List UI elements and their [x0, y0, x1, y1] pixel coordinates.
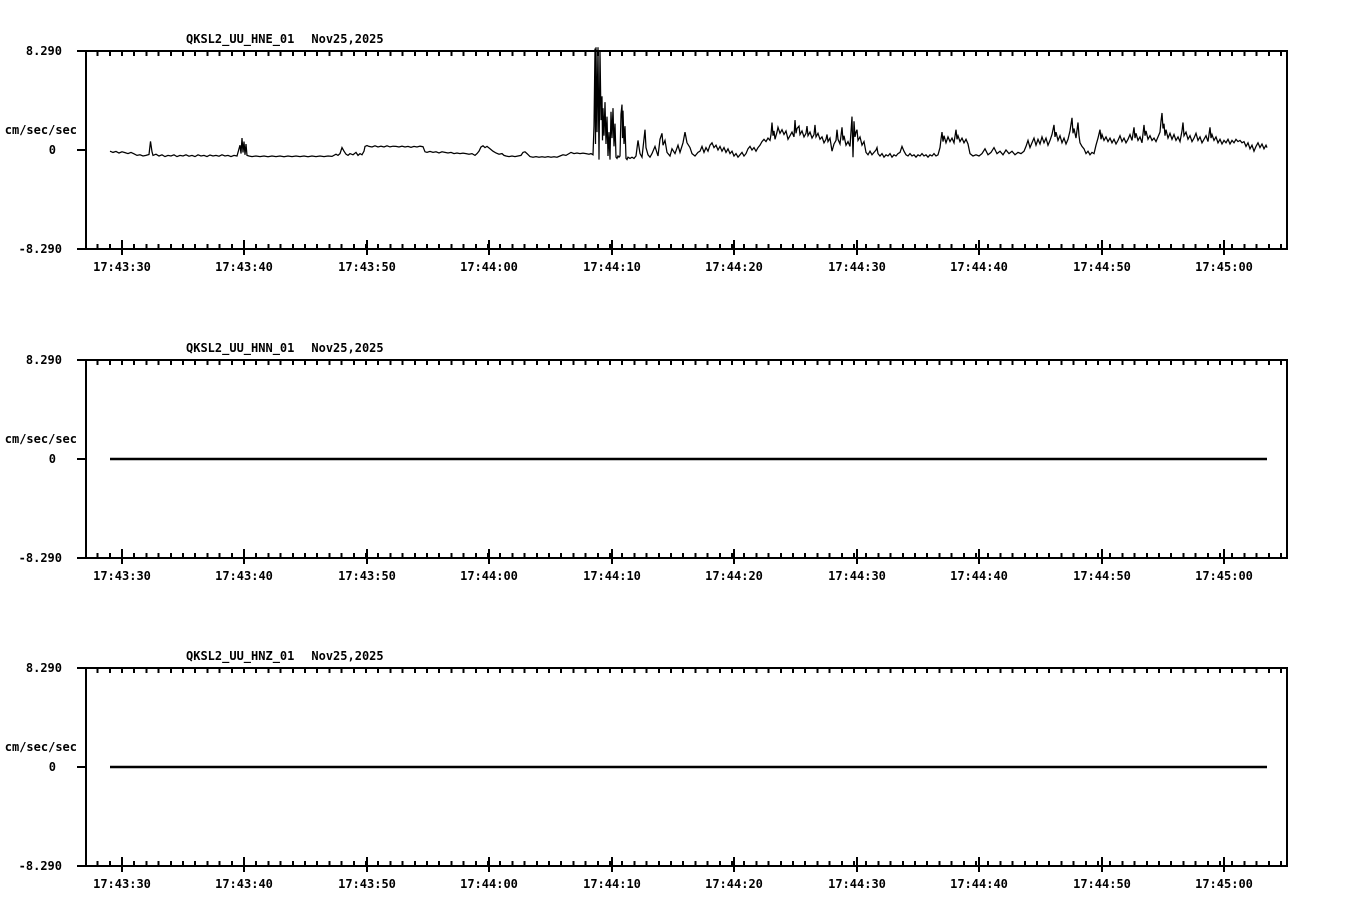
x-tick-label: 17:43:40	[215, 260, 273, 274]
x-tick-label: 17:44:30	[828, 260, 886, 274]
x-tick-label: 17:44:10	[583, 877, 641, 891]
x-tick-label: 17:45:00	[1195, 568, 1253, 583]
x-tick-label: 17:44:10	[583, 260, 641, 274]
x-tick-label: 17:45:00	[1195, 260, 1253, 274]
x-tick-label: 17:43:40	[215, 568, 273, 583]
y-axis-zero-label: 0	[48, 760, 56, 774]
x-tick-label: 17:44:20	[705, 877, 763, 891]
x-tick-label: 17:44:20	[705, 260, 763, 274]
y-axis-unit-label: cm/sec/sec	[4, 431, 77, 446]
y-axis-max-label: 8.290	[25, 661, 62, 675]
waveform-plot	[0, 41, 1358, 267]
trace-date: Nov25,2025	[311, 649, 384, 663]
y-axis-zero-label: 0	[48, 451, 56, 466]
waveform-trace-hne	[110, 47, 1267, 159]
y-axis-unit-label: cm/sec/sec	[4, 740, 77, 754]
axis-ticks	[77, 51, 1281, 255]
waveform-plot	[0, 350, 1358, 576]
x-tick-label: 17:43:50	[338, 568, 396, 583]
y-axis-zero-label: 0	[48, 143, 56, 157]
x-tick-label: 17:43:30	[93, 260, 151, 274]
axis-ticks	[77, 668, 1281, 872]
x-tick-label: 17:45:00	[1195, 877, 1253, 891]
x-tick-label: 17:44:00	[460, 877, 518, 891]
x-tick-label: 17:44:00	[460, 568, 518, 583]
x-tick-label: 17:44:50	[1073, 260, 1131, 274]
x-tick-label: 17:44:10	[583, 568, 641, 583]
y-axis-min-label: -8.290	[18, 242, 62, 256]
waveform-plot	[0, 658, 1358, 884]
trace-title: QKSL2_UU_HNE_01	[186, 32, 295, 46]
x-tick-label: 17:44:30	[828, 877, 886, 891]
axis-ticks	[77, 360, 1281, 564]
x-tick-label: 17:44:30	[828, 568, 886, 583]
x-tick-label: 17:44:40	[950, 877, 1008, 891]
plot-frame	[86, 51, 1287, 249]
y-axis-max-label: 8.290	[25, 352, 62, 367]
x-tick-label: 17:44:00	[460, 260, 518, 274]
x-tick-label: 17:43:50	[338, 260, 396, 274]
y-axis-max-label: 8.290	[25, 44, 62, 58]
x-tick-label: 17:44:40	[950, 568, 1008, 583]
x-tick-label: 17:43:30	[93, 568, 151, 583]
trace-title: QKSL2_UU_HNZ_01	[186, 649, 295, 663]
y-axis-min-label: -8.290	[18, 859, 62, 873]
x-tick-label: 17:44:20	[705, 568, 763, 583]
trace-date: Nov25,2025	[311, 340, 384, 355]
x-tick-label: 17:44:50	[1073, 568, 1131, 583]
trace-title: QKSL2_UU_HNN_01	[186, 340, 295, 355]
y-axis-unit-label: cm/sec/sec	[4, 123, 77, 137]
x-tick-label: 17:43:50	[338, 877, 396, 891]
x-tick-label: 17:43:30	[93, 877, 151, 891]
x-tick-label: 17:43:40	[215, 877, 273, 891]
x-tick-label: 17:44:50	[1073, 877, 1131, 891]
y-axis-min-label: -8.290	[18, 550, 62, 565]
trace-date: Nov25,2025	[311, 32, 384, 46]
x-tick-label: 17:44:40	[950, 260, 1008, 274]
